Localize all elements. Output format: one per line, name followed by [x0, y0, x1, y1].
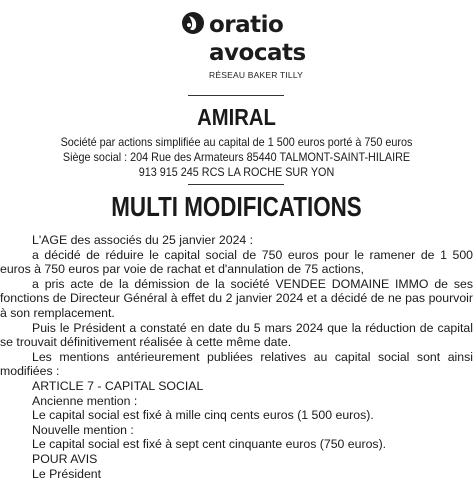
body-paragraph: Les mentions antérieurement publiées relatives au capital social sont ainsi modifiées : — [0, 349, 473, 379]
divider-bottom — [188, 184, 284, 185]
logo-wordmark-avocats: avocats — [209, 40, 306, 66]
company-registration: 913 915 245 RCS LA ROCHE SUR YON — [138, 165, 335, 179]
new-mention-text: Le capital social est fixé à sept cent cinquante euros (750 euros). — [32, 437, 387, 452]
signature-president: Le Président — [32, 466, 102, 481]
closing-pour-avis: POUR AVIS — [32, 451, 98, 466]
company-capital: Société par actions simplifiée au capital de 1 500 euros porté à 750 euros — [60, 135, 413, 149]
oratio-logo-icon — [180, 10, 206, 36]
oratio-logo — [176, 8, 336, 82]
body-paragraph: L'AGE des associés du 25 janvier 2024 : — [32, 233, 254, 247]
company-name: AMIRAL — [197, 104, 276, 130]
article-heading: ARTICLE 7 - CAPITAL SOCIAL — [32, 378, 204, 393]
body-paragraph: Puis le Président a constaté en date du 5 mars 2024 que la réduction de capital se trouvait définitivement réalisée à cette même date. — [0, 320, 473, 350]
old-mention-text: Le capital social est fixé à mille cinq cents euros (1 500 euros). — [32, 408, 374, 423]
notice-title: MULTI MODIFICATIONS — [111, 191, 362, 222]
logo-wordmark-oratio: oratio — [209, 12, 284, 38]
logo-tagline: RÉSEAU BAKER TILLY — [209, 70, 303, 80]
divider-top — [188, 95, 284, 96]
company-address: Siège social : 204 Rue des Armateurs 85440 TALMONT-SAINT-HILAIRE — [62, 150, 411, 164]
new-mention-label: Nouvelle mention : — [32, 422, 134, 437]
old-mention-label: Ancienne mention : — [32, 393, 138, 408]
body-paragraph: a décidé de réduire le capital social de 750 euros pour le ramener de 1 500 euros à 750 euros par voie de rachat et d'annulation de 75 actions, — [0, 247, 473, 277]
body-paragraph: a pris acte de la démission de la société VENDEE DOMAINE IMMO de ses fonctions de Directeur Général à effet du 2 janvier 2024 et a décidé de ne pas pourvoir à son remplacement. — [0, 276, 473, 320]
notice-body — [0, 233, 473, 481]
